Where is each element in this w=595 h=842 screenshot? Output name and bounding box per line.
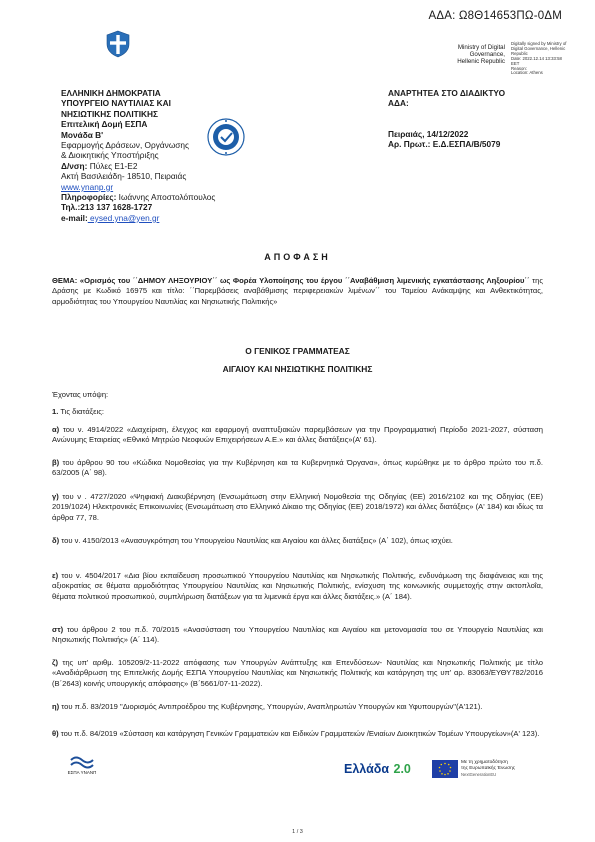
provision-letter: ζ) [52, 658, 59, 667]
digital-signature-details [511, 42, 577, 76]
ada-code: ΑΔΑ: Ω8Θ14653ΠΩ-0ΔΜ [428, 10, 562, 22]
sig-line: Ministry of Digital [457, 44, 505, 51]
espa-logo [60, 754, 104, 776]
sender-line: ΕΛΛΗΝΙΚΗ ΔΗΜΟΚΡΑΤΙΑ [61, 88, 161, 98]
ada-line: ΑΔΑ: [388, 98, 409, 109]
section-heading [52, 407, 543, 417]
secretary-heading: Ο ΓΕΝΙΚΟΣ ΓΡΑΜΜΑΤΕΑΣ [245, 346, 350, 356]
sig-line: Hellenic Republic [457, 58, 505, 65]
provision-letter: θ) [52, 729, 59, 738]
phone-label: Τηλ.: [61, 202, 81, 213]
sender-line: ΝΗΣΙΩΤΙΚΗΣ ΠΟΛΙΤΙΚΗΣ [61, 108, 158, 119]
phone-value: 213 137 1628-1727 [80, 202, 153, 213]
provision-letter: β) [52, 458, 60, 467]
spacer [388, 109, 568, 129]
ellada-number: 2.0 [393, 762, 411, 776]
sender-line: Επιτελική Δομή ΕΣΠΑ [61, 119, 148, 130]
provision-item [52, 729, 543, 739]
info-label: Πληροφορίες: [61, 192, 117, 203]
provision-item [52, 702, 543, 712]
phone-line [61, 202, 281, 212]
provision-text: του π.δ. 84/2019 «Σύσταση και κατάργηση Γενικών Γραμματειών και Ειδικών Γραμματειών /Ενιαίων Διοικητικών Τομέων Υπουργείων»(Α' 123). [58, 729, 540, 738]
eu-line: Με τη χρηματοδότηση [461, 760, 508, 765]
provision-letter: γ) [52, 492, 59, 501]
secretary-heading-2: ΑΙΓΑΙΟΥ ΚΑΙ ΝΗΣΙΩΤΙΚΗΣ ΠΟΛΙΤΙΚΗΣ [222, 364, 373, 374]
sig-line: Governance, [469, 51, 505, 58]
protocol-line: Αρ. Πρωτ.: Ε.Δ.ΕΣΠΑ/Β/5079 [388, 139, 501, 150]
eu-funding-text [461, 760, 546, 777]
eu-line: της Ευρωπαϊκής Ένωσης [461, 765, 516, 771]
digital-signature-signer [447, 44, 505, 65]
provision-text: του π.δ. 83/2019 "Διορισμός Αντιπροέδρου της Κυβέρνησης, Υπουργών, Αναπληρωτών Υπουργών και Υφυπουργών"(Α'121). [59, 702, 483, 711]
address-value: Πύλες Ε1-Ε2 [87, 160, 138, 171]
email-line [61, 213, 281, 223]
provision-text: του ν . 4727/2020 «Ψηφιακή Διακυβέρνηση (Ενσωμάτωση στην Ελληνική Νομοθεσία της Οδηγίας (ΕΕ) 2016/2102 και της Οδηγίας (ΕΕ) 2019/1024) Ηλεκτρονικές Επικοινωνίες (Ενσωμάτωση στο Ελληνικό Δίκαιο της Οδηγίας (ΕΕ) 2018/1972) και άλλες διατάξεις» (Α' 184) και ιδίως τα άρθρα 77, 78. [52, 492, 543, 522]
provision-text: του άρθρου 90 του «Κώδικα Νομοθεσίας για την Κυβέρνηση και τα Κυβερνητικά Όργανα», όπως κυρώθηκε με το άρθρο πρώτο του π.δ. 63/2005 (Α΄ 98). [52, 458, 543, 478]
page-number: 1 / 3 [292, 829, 303, 835]
info-line [61, 192, 281, 202]
info-value: Ιωάννης Αποστολόπουλος [116, 192, 216, 203]
sender-line: Μονάδα Β' [61, 129, 104, 140]
provision-text: του ν. 4914/2022 «Διαχείριση, έλεγχος και εφαρμογή αναπτυξιακών παρεμβάσεων για την Προγραμματική Περίοδο 2021-2027, σύσταση Ανώνυμης Εταιρείας «Εθνικό Μητρώο Νεοφυών Επιχειρήσεων Α.Ε.» και άλλες διατάξεις»(Α' 61). [52, 425, 543, 445]
provision-text: του ν. 4150/2013 «Ανασυγκρότηση του Υπουργείου Ναυτιλίας και Αιγαίου και άλλες διατάξεις» (Α΄ 102), όπως ισχύει. [59, 536, 453, 545]
sig-detail-line: Republic [511, 50, 528, 56]
provision-letter: η) [52, 702, 60, 711]
sender-line: ΥΠΟΥΡΓΕΙΟ ΝΑΥΤΙΛΙΑΣ ΚΑΙ [61, 98, 171, 109]
provision-item [52, 425, 543, 446]
sig-detail-line: Location: Athens [511, 70, 543, 76]
espa-logo-caption: ΕΣΠΑ ΥΝΑΝΠ [67, 770, 97, 775]
provision-item [52, 658, 543, 689]
sig-detail-line: Digital Governance, Hellenic [511, 45, 566, 51]
sender-block [61, 88, 281, 223]
provision-text: του άρθρου 2 του π.δ. 70/2015 «Ανασύσταση του Υπουργείου Ναυτιλίας και Αιγαίου και μετονομασία του σε Υπουργείο Ναυτιλίας και Νησιωτικής Πολιτικής» (Α΄ 114). [52, 625, 543, 645]
eu-line: NextGenerationEU [461, 771, 497, 777]
provision-letter: ε) [52, 571, 59, 580]
provision-item [52, 492, 543, 523]
provision-item [52, 571, 543, 602]
email-link[interactable]: eysed.yna@yen.gr [87, 212, 160, 223]
espa-wave-icon [69, 754, 95, 770]
provision-item [52, 536, 543, 546]
recipient-block [388, 88, 568, 150]
provision-text: του ν. 4504/2017 «Δια βίου εκπαίδευση προσωπικού Υπουργείου Ναυτιλίας και Νησιωτικής Πολιτικής, ενδυνάμωση της διαφάνειας και της αξιοκρατίας σε θέματα αρμοδιότητας Υπουργείου Ναυτιλίας και Νησιωτικής Πολιτικής, ενίσχυση της κοινωνικής συμμετοχής στην ακτοπλοΐα, θέματα πολιτικού προσωπικού, συμπλήρωση διατάξεων για τα λιμενικά έργα και άλλες διατάξεις.» (Α΄ 184). [52, 571, 543, 601]
sig-detail-line: EET [511, 60, 520, 66]
email-label: e-mail: [61, 212, 88, 223]
subject-normal: της Δράσης με Κωδικό 16975 και τίτλο: ΄΄Παρεμβάσεις αναβάθμισης περιφερειακών λιμένων΄΄ του Ταμείου Ανάκαμψης και Ανθεκτικότητας, αρμοδιότητας του Υπουργείου Ναυτιλίας και Νησιωτικής Πολιτικής» [52, 276, 543, 306]
document-title: ΑΠΟΦΑΣΗ [264, 252, 331, 262]
iso-certification-seal-icon [207, 118, 245, 156]
address-line [61, 161, 281, 171]
sender-line: Εφαρμογής Δράσεων, Οργάνωσης [61, 140, 190, 151]
website-link[interactable]: www.ynanp.gr [61, 181, 114, 192]
subject-paragraph [52, 276, 543, 307]
provision-letter: α) [52, 425, 60, 434]
post-online-line: ΑΝΑΡΤΗΤΕΑ ΣΤΟ ΔΙΑΔΙΚΤΥΟ [388, 88, 506, 98]
provision-letter: δ) [52, 536, 60, 545]
address-label: Δ/νση: [61, 160, 88, 171]
provision-text: της υπ' αριθμ. 105209/2-11-2022 απόφασης των Υπουργών Ανάπτυξης και Επενδύσεων- Ναυτιλίας και Νησιωτικής Πολιτικής με τίτλο «Αναδιάρθρωση της Επιτελικής Δομής ΕΣΠΑ Υπουργείου Ναυτιλίας και Νησιωτικής Πολιτικής και κατάργηση της υπ' αρ. 83063/ΕΥΘΥ782/2016 (Β΄2643) κοινής υπουργικής απόφασης» (Β΄5661/07-11-2022). [52, 658, 543, 688]
provision-item [52, 458, 543, 479]
sig-detail-line: Date: 2022.12.14 13:33:58 [511, 55, 562, 61]
address-line-2: Ακτή Βασιλειάδη- 18510, Πειραιάς [61, 171, 187, 182]
considering-line: Έχοντας υπόψη: [52, 390, 109, 399]
sender-line: & Διοικητικής Υποστήριξης [61, 150, 159, 161]
provision-item [52, 625, 543, 646]
provision-letter: στ) [52, 625, 64, 634]
section-text: Τις διατάξεις: [58, 407, 104, 416]
date-line: Πειραιάς, 14/12/2022 [388, 128, 469, 139]
sig-detail-line: Digitally signed by Ministry of [511, 41, 567, 46]
subject-bold: ΘΕΜΑ: «Ορισμός του ΄΄ΔΗΜΟΥ ΛΗΞΟΥΡΙΟΥ΄΄ ως Φορέα Υλοποίησης του έργου ΄΄Αναβάθμιση λιμενικής εγκατάστασης Ληξουρίου΄΄ [52, 276, 530, 285]
section-number: 1. [52, 407, 59, 416]
greece-2-0-logo [344, 760, 411, 778]
greek-coat-of-arms-icon [105, 30, 131, 58]
ellada-word: Ελλάδα [344, 762, 390, 776]
eu-flag-icon [432, 760, 458, 778]
sig-detail-line: Reason: [511, 65, 528, 71]
